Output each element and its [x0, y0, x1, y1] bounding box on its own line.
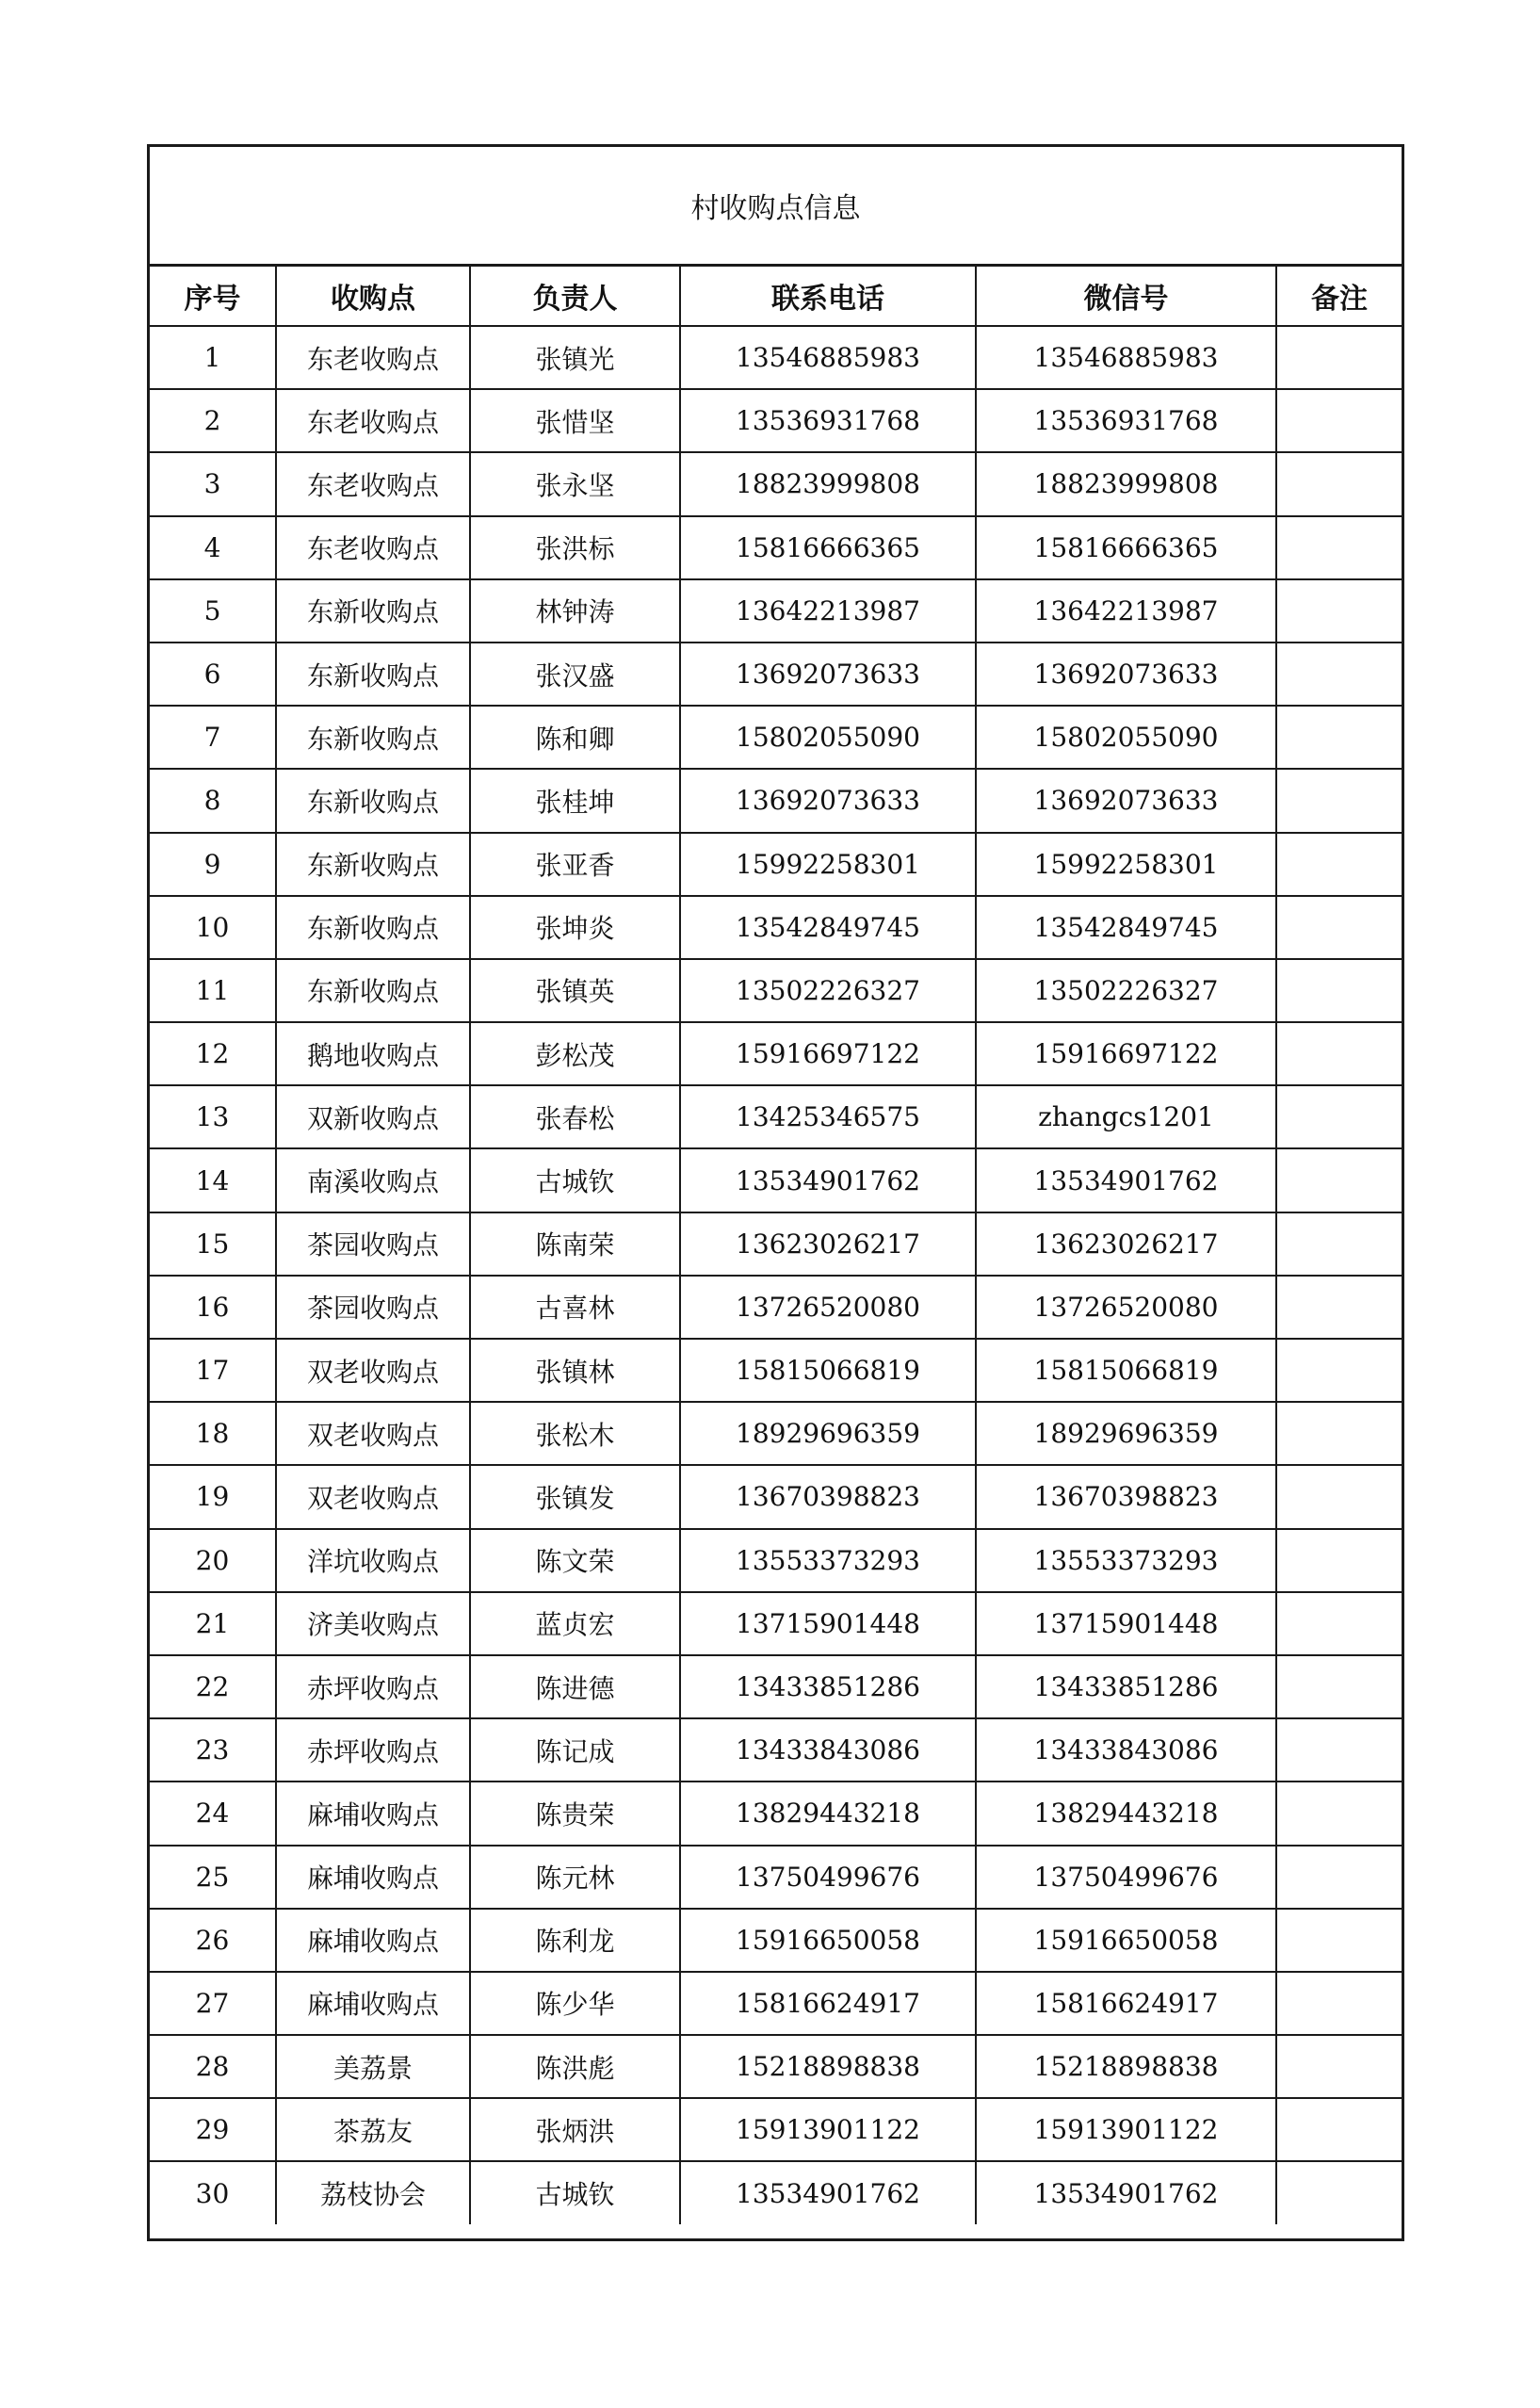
- cell-phone: 15916697122: [680, 1022, 976, 1085]
- cell-index: 7: [150, 706, 276, 769]
- cell-person-in-charge: 古城钦: [470, 2161, 680, 2223]
- cell-note: [1276, 833, 1402, 896]
- table-row: [150, 833, 1402, 896]
- cell-index: 15: [150, 1212, 276, 1276]
- cell-wechat: 13546885983: [976, 326, 1276, 389]
- cell-note: [1276, 706, 1402, 769]
- cell-index: 17: [150, 1339, 276, 1402]
- cell-wechat: 13623026217: [976, 1212, 1276, 1276]
- cell-phone: 13623026217: [680, 1212, 976, 1276]
- cell-phone: 13726520080: [680, 1276, 976, 1339]
- cell-wechat: 15815066819: [976, 1339, 1276, 1402]
- table-row: [150, 1846, 1402, 1909]
- cell-phone: 15815066819: [680, 1339, 976, 1402]
- cell-purchase-point: 茶园收购点: [276, 1212, 470, 1276]
- cell-wechat: 13542849745: [976, 896, 1276, 959]
- cell-wechat: 13433843086: [976, 1718, 1276, 1782]
- cell-phone: 13433851286: [680, 1655, 976, 1718]
- cell-purchase-point: 麻埔收购点: [276, 1909, 470, 1972]
- cell-wechat: 13692073633: [976, 769, 1276, 832]
- cell-purchase-point: 东新收购点: [276, 896, 470, 959]
- table-row: [150, 959, 1402, 1022]
- cell-purchase-point: 双老收购点: [276, 1339, 470, 1402]
- cell-index: 5: [150, 579, 276, 643]
- cell-person-in-charge: 张镇英: [470, 959, 680, 1022]
- cell-note: [1276, 1782, 1402, 1845]
- cell-wechat: zhangcs1201: [976, 1085, 1276, 1148]
- table-row: [150, 389, 1402, 452]
- cell-wechat: 13553373293: [976, 1529, 1276, 1592]
- cell-wechat: 15992258301: [976, 833, 1276, 896]
- cell-person-in-charge: 张镇发: [470, 1465, 680, 1528]
- cell-phone: 13425346575: [680, 1085, 976, 1148]
- table-row: [150, 1402, 1402, 1465]
- cell-person-in-charge: 陈和卿: [470, 706, 680, 769]
- table-row: [150, 452, 1402, 515]
- cell-index: 24: [150, 1782, 276, 1845]
- cell-note: [1276, 389, 1402, 452]
- cell-person-in-charge: 张惜坚: [470, 389, 680, 452]
- cell-wechat: 13726520080: [976, 1276, 1276, 1339]
- cell-wechat: 15916650058: [976, 1909, 1276, 1972]
- table-row: [150, 2035, 1402, 2098]
- cell-index: 2: [150, 389, 276, 452]
- cell-index: 23: [150, 1718, 276, 1782]
- cell-note: [1276, 896, 1402, 959]
- cell-note: [1276, 2161, 1402, 2223]
- table-row: [150, 1022, 1402, 1085]
- table-row: [150, 1212, 1402, 1276]
- purchase-point-table-sheet: [147, 144, 1404, 2241]
- cell-phone: 13534901762: [680, 2161, 976, 2223]
- cell-note: [1276, 1972, 1402, 2035]
- cell-purchase-point: 双新收购点: [276, 1085, 470, 1148]
- cell-purchase-point: 麻埔收购点: [276, 1972, 470, 2035]
- cell-note: [1276, 643, 1402, 706]
- table-row: [150, 1276, 1402, 1339]
- cell-index: 25: [150, 1846, 276, 1909]
- table-row: [150, 1972, 1402, 2035]
- cell-person-in-charge: 林钟涛: [470, 579, 680, 643]
- cell-purchase-point: 东老收购点: [276, 326, 470, 389]
- cell-wechat: 13536931768: [976, 389, 1276, 452]
- table-row: [150, 579, 1402, 643]
- cell-wechat: 15913901122: [976, 2098, 1276, 2161]
- cell-person-in-charge: 陈贵荣: [470, 1782, 680, 1845]
- cell-note: [1276, 769, 1402, 832]
- cell-wechat: 13692073633: [976, 643, 1276, 706]
- cell-note: [1276, 1655, 1402, 1718]
- cell-phone: 15992258301: [680, 833, 976, 896]
- cell-phone: 13692073633: [680, 643, 976, 706]
- cell-purchase-point: 东老收购点: [276, 389, 470, 452]
- cell-wechat: 15816624917: [976, 1972, 1276, 2035]
- cell-wechat: 13502226327: [976, 959, 1276, 1022]
- cell-purchase-point: 东新收购点: [276, 959, 470, 1022]
- purchase-point-table: [150, 267, 1402, 2224]
- table-row: [150, 896, 1402, 959]
- cell-wechat: 13750499676: [976, 1846, 1276, 1909]
- cell-index: 1: [150, 326, 276, 389]
- cell-index: 21: [150, 1592, 276, 1655]
- cell-purchase-point: 赤坪收购点: [276, 1655, 470, 1718]
- cell-wechat: 13829443218: [976, 1782, 1276, 1845]
- cell-index: 9: [150, 833, 276, 896]
- cell-index: 16: [150, 1276, 276, 1339]
- cell-index: 27: [150, 1972, 276, 2035]
- table-row: [150, 1718, 1402, 1782]
- cell-phone: 15816666365: [680, 516, 976, 579]
- table-body: [150, 326, 1402, 2224]
- cell-wechat: 15916697122: [976, 1022, 1276, 1085]
- cell-purchase-point: 茶荔友: [276, 2098, 470, 2161]
- column-header-phone: 联系电话: [680, 267, 976, 326]
- cell-note: [1276, 1909, 1402, 1972]
- cell-phone: 13642213987: [680, 579, 976, 643]
- cell-purchase-point: 麻埔收购点: [276, 1846, 470, 1909]
- cell-note: [1276, 1529, 1402, 1592]
- cell-phone: 13534901762: [680, 1148, 976, 1212]
- cell-person-in-charge: 张坤炎: [470, 896, 680, 959]
- cell-note: [1276, 1022, 1402, 1085]
- cell-index: 8: [150, 769, 276, 832]
- cell-phone: 18929696359: [680, 1402, 976, 1465]
- cell-note: [1276, 1339, 1402, 1402]
- table-row: [150, 706, 1402, 769]
- cell-wechat: 13534901762: [976, 2161, 1276, 2223]
- table-title: 村收购点信息: [150, 147, 1402, 267]
- cell-phone: 15218898838: [680, 2035, 976, 2098]
- cell-index: 19: [150, 1465, 276, 1528]
- cell-phone: 13546885983: [680, 326, 976, 389]
- cell-index: 29: [150, 2098, 276, 2161]
- table-row: [150, 2161, 1402, 2223]
- table-row: [150, 1909, 1402, 1972]
- cell-note: [1276, 2098, 1402, 2161]
- cell-phone: 13750499676: [680, 1846, 976, 1909]
- cell-person-in-charge: 张松木: [470, 1402, 680, 1465]
- cell-note: [1276, 1592, 1402, 1655]
- cell-wechat: 13715901448: [976, 1592, 1276, 1655]
- cell-note: [1276, 1148, 1402, 1212]
- cell-person-in-charge: 张桂坤: [470, 769, 680, 832]
- cell-purchase-point: 东新收购点: [276, 769, 470, 832]
- cell-person-in-charge: 张永坚: [470, 452, 680, 515]
- cell-note: [1276, 1402, 1402, 1465]
- table-row: [150, 1655, 1402, 1718]
- cell-note: [1276, 1212, 1402, 1276]
- table-row: [150, 516, 1402, 579]
- cell-phone: 13692073633: [680, 769, 976, 832]
- column-header-index: 序号: [150, 267, 276, 326]
- cell-wechat: 18929696359: [976, 1402, 1276, 1465]
- cell-phone: 13715901448: [680, 1592, 976, 1655]
- cell-note: [1276, 1085, 1402, 1148]
- cell-purchase-point: 美荔景: [276, 2035, 470, 2098]
- cell-person-in-charge: 古喜林: [470, 1276, 680, 1339]
- cell-index: 6: [150, 643, 276, 706]
- cell-person-in-charge: 陈记成: [470, 1718, 680, 1782]
- table-row: [150, 2098, 1402, 2161]
- cell-note: [1276, 959, 1402, 1022]
- cell-index: 4: [150, 516, 276, 579]
- cell-person-in-charge: 张亚香: [470, 833, 680, 896]
- column-header-note: 备注: [1276, 267, 1402, 326]
- cell-person-in-charge: 陈少华: [470, 1972, 680, 2035]
- cell-phone: 15816624917: [680, 1972, 976, 2035]
- cell-note: [1276, 579, 1402, 643]
- cell-person-in-charge: 陈南荣: [470, 1212, 680, 1276]
- cell-person-in-charge: 张洪标: [470, 516, 680, 579]
- cell-wechat: 13670398823: [976, 1465, 1276, 1528]
- cell-purchase-point: 荔枝协会: [276, 2161, 470, 2223]
- cell-phone: 13670398823: [680, 1465, 976, 1528]
- cell-index: 30: [150, 2161, 276, 2223]
- cell-person-in-charge: 古城钦: [470, 1148, 680, 1212]
- cell-purchase-point: 双老收购点: [276, 1402, 470, 1465]
- cell-person-in-charge: 陈文荣: [470, 1529, 680, 1592]
- cell-purchase-point: 鹅地收购点: [276, 1022, 470, 1085]
- cell-person-in-charge: 张镇光: [470, 326, 680, 389]
- cell-phone: 15916650058: [680, 1909, 976, 1972]
- table-row: [150, 1465, 1402, 1528]
- cell-index: 11: [150, 959, 276, 1022]
- cell-purchase-point: 济美收购点: [276, 1592, 470, 1655]
- table-row: [150, 1148, 1402, 1212]
- cell-index: 28: [150, 2035, 276, 2098]
- cell-wechat: 13534901762: [976, 1148, 1276, 1212]
- cell-person-in-charge: 陈元林: [470, 1846, 680, 1909]
- cell-note: [1276, 1846, 1402, 1909]
- column-header-purchase-point: 收购点: [276, 267, 470, 326]
- cell-index: 22: [150, 1655, 276, 1718]
- cell-purchase-point: 茶园收购点: [276, 1276, 470, 1339]
- table-row: [150, 326, 1402, 389]
- cell-person-in-charge: 张汉盛: [470, 643, 680, 706]
- table-row: [150, 1339, 1402, 1402]
- cell-index: 13: [150, 1085, 276, 1148]
- cell-index: 12: [150, 1022, 276, 1085]
- table-row: [150, 1592, 1402, 1655]
- table-row: [150, 1782, 1402, 1845]
- cell-index: 14: [150, 1148, 276, 1212]
- cell-phone: 13553373293: [680, 1529, 976, 1592]
- cell-note: [1276, 1465, 1402, 1528]
- cell-person-in-charge: 蓝贞宏: [470, 1592, 680, 1655]
- cell-person-in-charge: 陈进德: [470, 1655, 680, 1718]
- column-header-wechat: 微信号: [976, 267, 1276, 326]
- cell-phone: 13502226327: [680, 959, 976, 1022]
- table-row: [150, 643, 1402, 706]
- cell-purchase-point: 东新收购点: [276, 706, 470, 769]
- cell-phone: 13829443218: [680, 1782, 976, 1845]
- cell-note: [1276, 326, 1402, 389]
- cell-note: [1276, 452, 1402, 515]
- cell-purchase-point: 麻埔收购点: [276, 1782, 470, 1845]
- cell-phone: 15913901122: [680, 2098, 976, 2161]
- cell-phone: 13542849745: [680, 896, 976, 959]
- cell-wechat: 18823999808: [976, 452, 1276, 515]
- cell-person-in-charge: 张炳洪: [470, 2098, 680, 2161]
- cell-index: 3: [150, 452, 276, 515]
- cell-note: [1276, 1276, 1402, 1339]
- cell-wechat: 15218898838: [976, 2035, 1276, 2098]
- cell-purchase-point: 东老收购点: [276, 452, 470, 515]
- cell-note: [1276, 1718, 1402, 1782]
- cell-phone: 13433843086: [680, 1718, 976, 1782]
- cell-index: 20: [150, 1529, 276, 1592]
- cell-note: [1276, 2035, 1402, 2098]
- cell-wechat: 15816666365: [976, 516, 1276, 579]
- cell-purchase-point: 洋坑收购点: [276, 1529, 470, 1592]
- cell-purchase-point: 赤坪收购点: [276, 1718, 470, 1782]
- cell-person-in-charge: 陈洪彪: [470, 2035, 680, 2098]
- table-row: [150, 769, 1402, 832]
- cell-purchase-point: 东新收购点: [276, 643, 470, 706]
- table-row: [150, 1529, 1402, 1592]
- cell-purchase-point: 东老收购点: [276, 516, 470, 579]
- header-row: [150, 267, 1402, 326]
- cell-person-in-charge: 张镇林: [470, 1339, 680, 1402]
- cell-phone: 15802055090: [680, 706, 976, 769]
- cell-person-in-charge: 彭松茂: [470, 1022, 680, 1085]
- cell-wechat: 15802055090: [976, 706, 1276, 769]
- cell-wechat: 13433851286: [976, 1655, 1276, 1718]
- cell-phone: 18823999808: [680, 452, 976, 515]
- cell-index: 26: [150, 1909, 276, 1972]
- table-row: [150, 1085, 1402, 1148]
- cell-note: [1276, 516, 1402, 579]
- cell-person-in-charge: 陈利龙: [470, 1909, 680, 1972]
- cell-purchase-point: 双老收购点: [276, 1465, 470, 1528]
- cell-phone: 13536931768: [680, 389, 976, 452]
- cell-index: 10: [150, 896, 276, 959]
- cell-wechat: 13642213987: [976, 579, 1276, 643]
- cell-purchase-point: 东新收购点: [276, 579, 470, 643]
- cell-purchase-point: 南溪收购点: [276, 1148, 470, 1212]
- cell-purchase-point: 东新收购点: [276, 833, 470, 896]
- cell-index: 18: [150, 1402, 276, 1465]
- column-header-person-in-charge: 负责人: [470, 267, 680, 326]
- cell-person-in-charge: 张春松: [470, 1085, 680, 1148]
